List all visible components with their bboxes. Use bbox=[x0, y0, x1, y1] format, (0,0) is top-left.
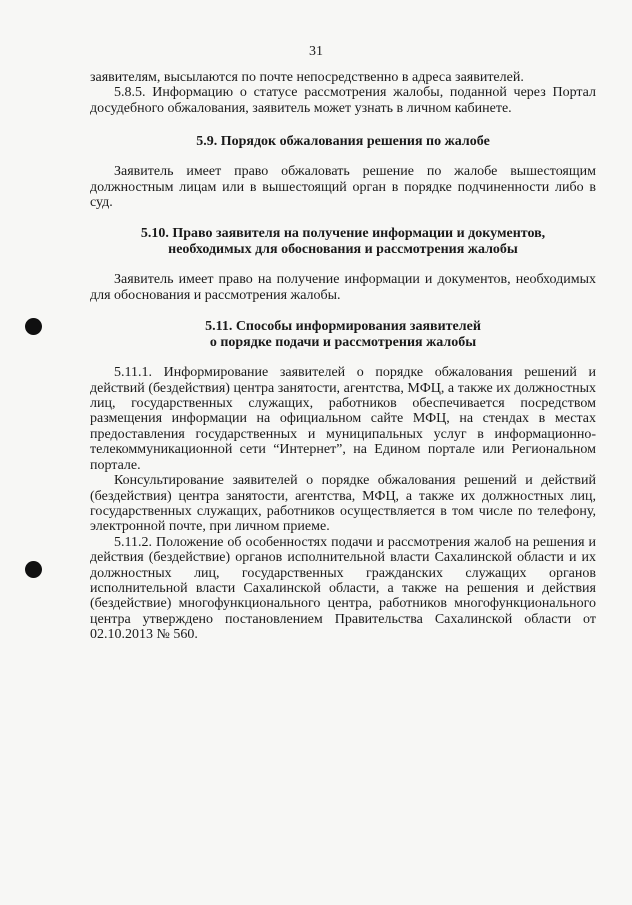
section-heading-5-10: 5.10. Право заявителя на получение информации и документов, необходимых для обоснования и рассмотрения жалобы bbox=[140, 226, 546, 258]
punch-hole bbox=[25, 561, 42, 578]
paragraph-5-8-5: 5.8.5. Информацию о статусе рассмотрения жалобы, поданной через Портал досудебного обжалования, заявитель может узнать в личном кабинете. bbox=[90, 85, 596, 116]
page-number: 31 bbox=[309, 44, 323, 59]
paragraph: Консультирование заявителей о порядке обжалования решений и действий (бездействия) центра занятости, агентства, МФЦ, а также их должностных лиц, государственных служащих, работников осуществляется в том числе по телефону, электронной почте, при личном приеме. bbox=[90, 473, 596, 535]
punch-hole bbox=[25, 318, 42, 335]
paragraph: заявителям, высылаются по почте непосредственно в адреса заявителей. bbox=[90, 70, 524, 85]
paragraph-5-11-2: 5.11.2. Положение об особенностях подачи и рассмотрения жалоб на решения и действия (бездействие) органов исполнительной власти Сахалинской области и их должностных лиц, государственных гражданских служащих органов исполнительной власти Сахалинской области, а также на решения и действия (бездействие) многофункционального центра, работников многофункционального центра утверждено постановлением Правительства Сахалинской области от 02.10.2013 № 560. bbox=[90, 534, 596, 643]
section-heading-5-9: 5.9. Порядок обжалования решения по жалобе bbox=[196, 134, 490, 150]
paragraph: Заявитель имеет право обжаловать решение по жалобе вышестоящим должностным лицам или в вышестоящий орган в порядке подчиненности либо в суд. bbox=[90, 164, 596, 211]
section-heading-5-11: 5.11. Способы информирования заявителей о порядке подачи и рассмотрения жалобы bbox=[205, 319, 481, 351]
paragraph-5-11-1: 5.11.1. Информирование заявителей о порядке обжалования решений и действий (бездействия) центра занятости, агентства, МФЦ, а также их должностных лиц, государственных служащих, работников обеспечивается посредством размещения информации на официальном сайте МФЦ, на стендах в местах предоставления государственных и муниципальных услуг в информационно-телекоммуникационной сети “Интернет”, на Едином портале или Региональном портале. bbox=[90, 365, 596, 473]
paragraph: Заявитель имеет право на получение информации и документов, необходимых для обоснования и рассмотрения жалобы. bbox=[90, 272, 596, 303]
document-body bbox=[90, 70, 596, 643]
